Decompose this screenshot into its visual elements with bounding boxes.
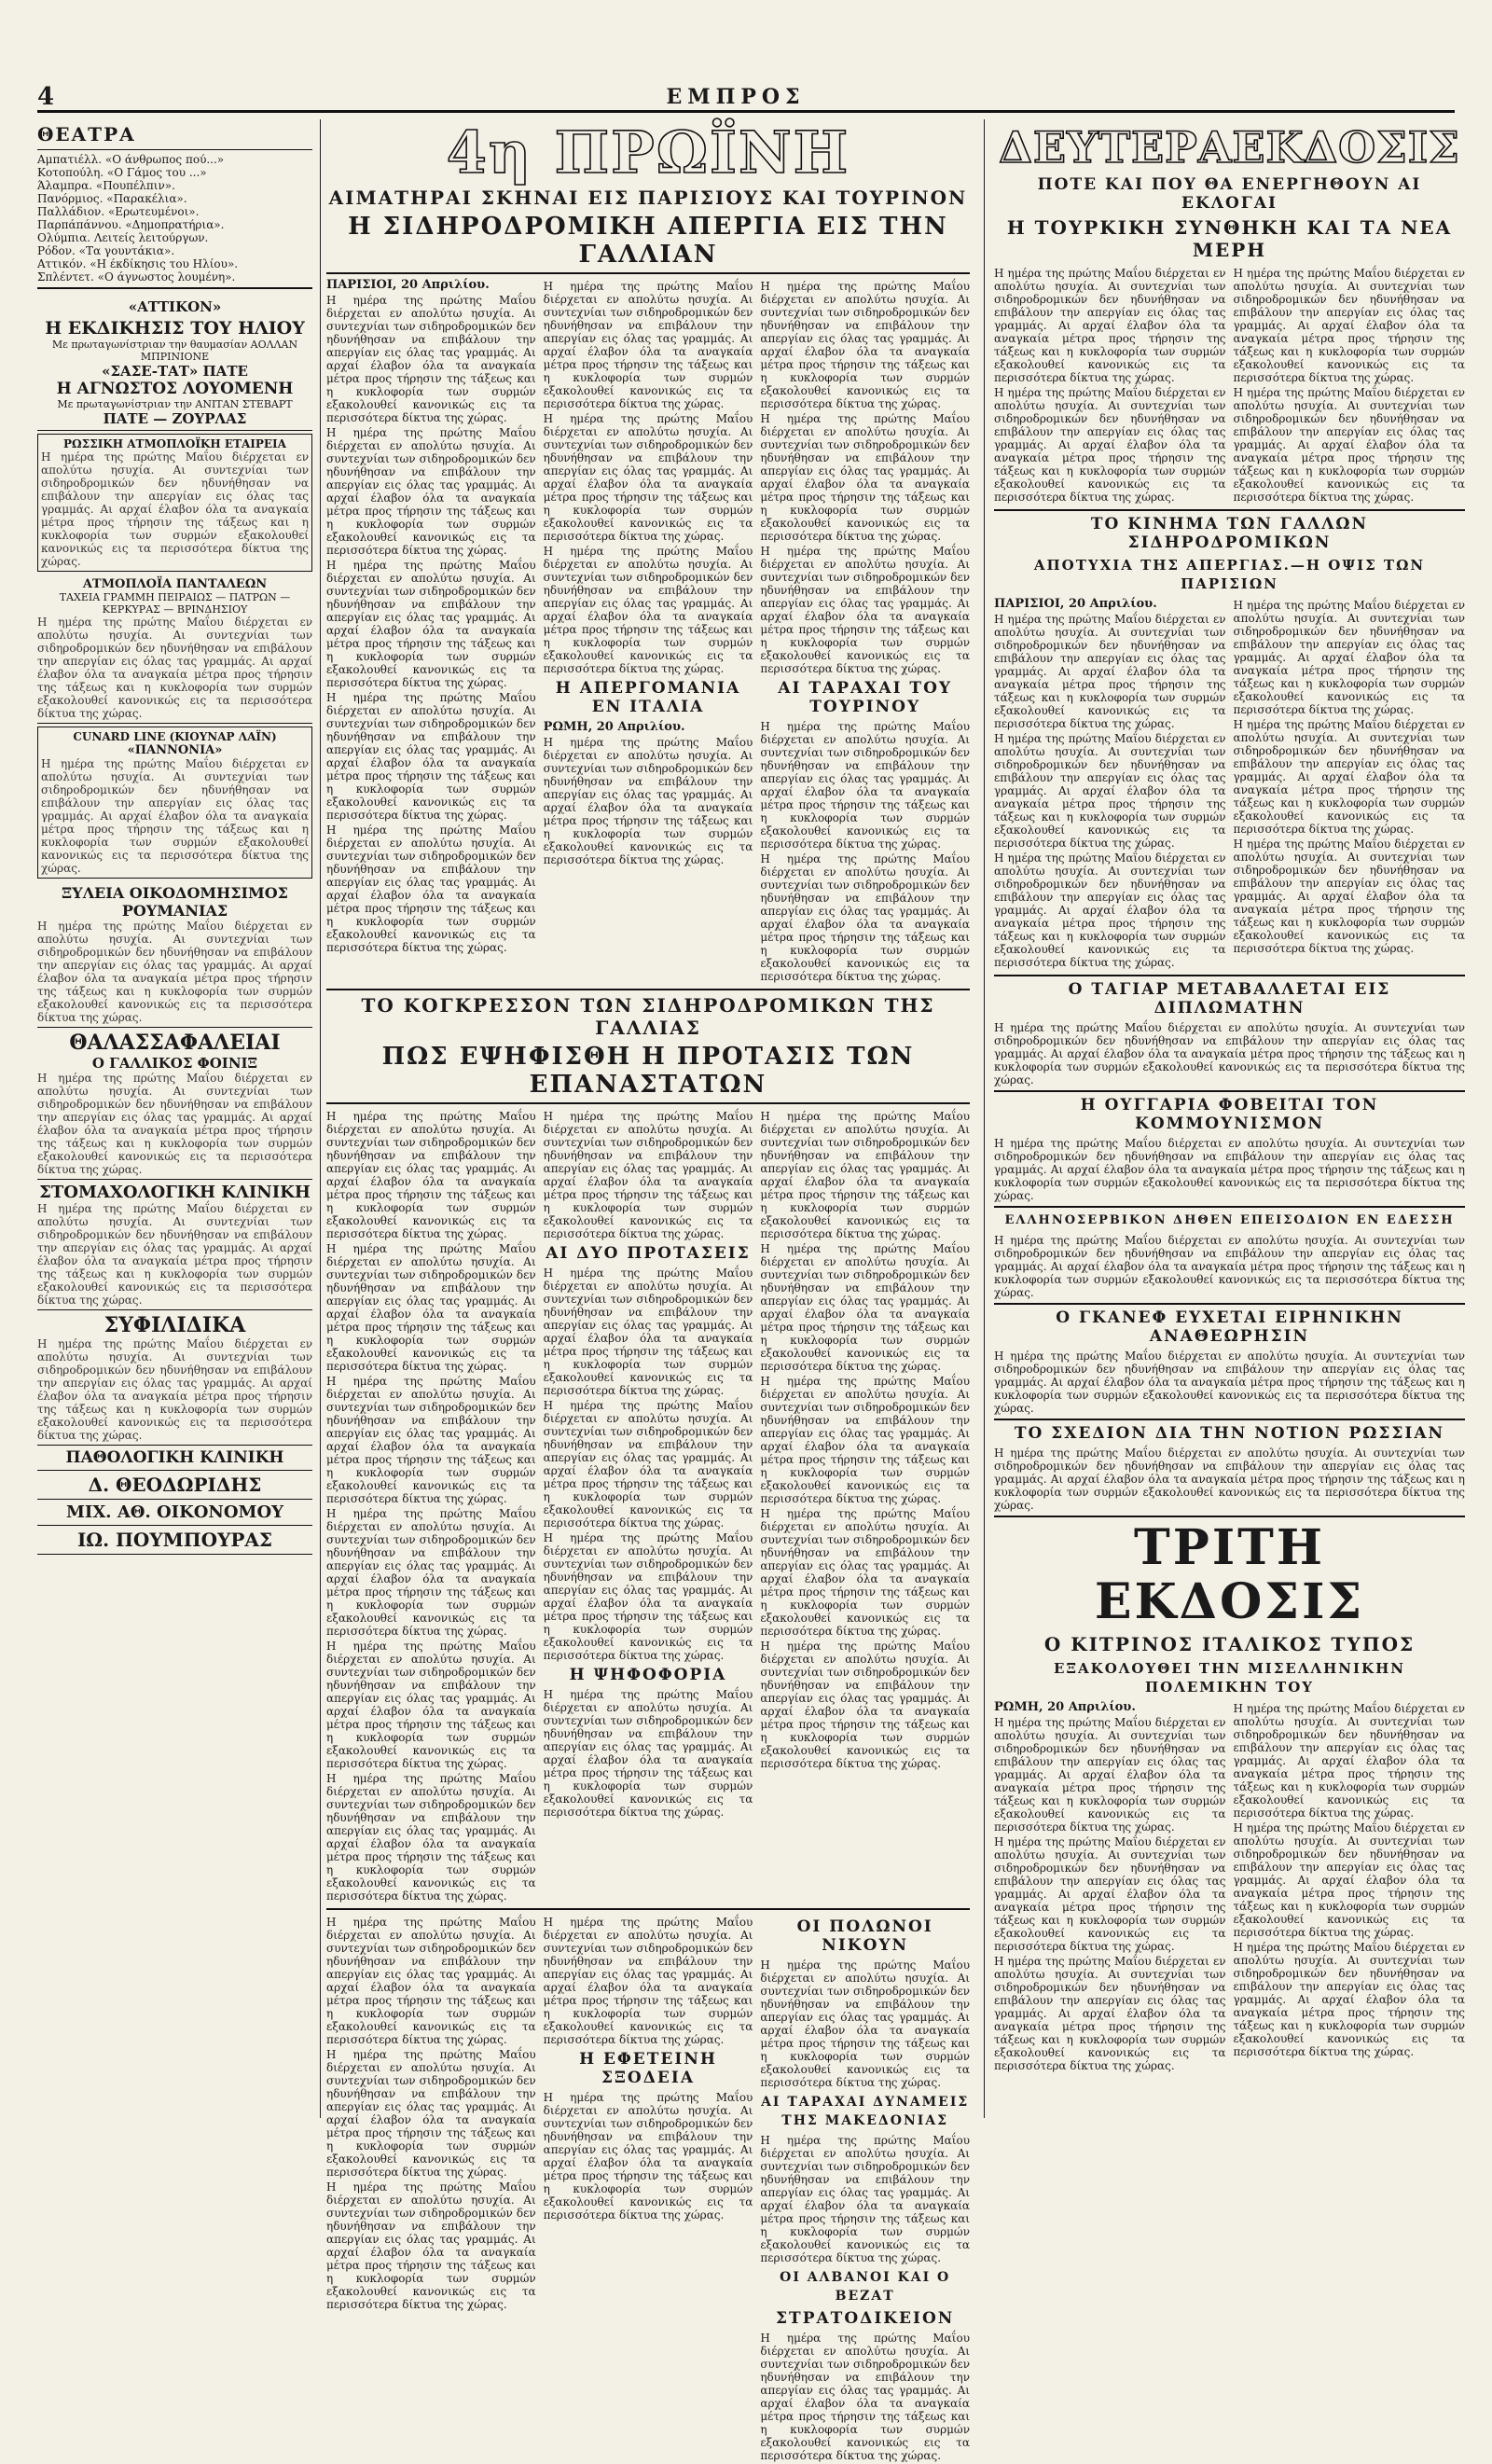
- theatre-line: Ολύμπια. Λειτείς λειτούργων.: [37, 231, 209, 244]
- article-paragraph: Η ημέρα της πρώτης Μαΐου διέρχεται εν απολύτω ησυχία. Αι συντεχνίαι των σιδηροδρομικών δεν ηδυνήθησαν να επιβάλουν την απεργίαν εις όλας τας γραμμάς. Αι αρχαί έλαβον όλα τα αναγκαία μέτρα προς τήρησιν της τάξεως και η κυκλοφορία των συρμών εξακολουθεί κανονικώς εις τα περισσότερα δίκτυα της χώρας.: [326, 1110, 536, 1240]
- article-paragraph: Η ημέρα της πρώτης Μαΐου διέρχεται εν απολύτω ησυχία. Αι συντεχνίαι των σιδηροδρομικών δεν ηδυνήθησαν να επιβάλουν την απεργίαν εις όλας τας γραμμάς. Αι αρχαί έλαβον όλα τα αναγκαία μέτρα προς τήρησιν της τάξεως και η κυκλοφορία των συρμών εξακολουθεί κανονικώς εις τα περισσότερα δίκτυα της χώρας.: [760, 852, 971, 983]
- article-paragraph: Η ημέρα της πρώτης Μαΐου διέρχεται εν απολύτω ησυχία. Αι συντεχνίαι των σιδηροδρομικών δεν ηδυνήθησαν να επιβάλουν την απεργίαν εις όλας τας γραμμάς. Αι αρχαί έλαβον όλα τα αναγκαία μέτρα προς τήρησιν της τάξεως και η κυκλοφορία των συρμών εξακολουθεί κανονικώς εις τα περισσότερα δίκτυα της χώρας.: [760, 2332, 971, 2462]
- ad-cunard-text: Η ημέρα της πρώτης Μαΐου διέρχεται εν απολύτω ησυχία. Αι συντεχνίαι των σιδηροδρομικών δεν ηδυνήθησαν να επιβάλουν την απεργίαν εις όλας τας γραμμάς. Αι αρχαί έλαβον όλα τα αναγκαία μέτρα προς τήρησιν της τάξεως και η κυκλοφορία των συρμών εξακολουθεί κανονικώς εις τα περισσότερα δίκτυα της χώρας.: [41, 757, 309, 875]
- ad-helios: Η ΕΚΔΙΚΗΣΙΣ ΤΟΥ ΗΛΙΟΥ: [45, 318, 305, 339]
- article-paragraph: Η ημέρα της πρώτης Μαΐου διέρχεται εν απολύτω ησυχία. Αι συντεχνίαι των σιδηροδρομικών δεν ηδυνήθησαν να επιβάλουν την απεργίαν εις όλας τας γραμμάς. Αι αρχαί έλαβον όλα τα αναγκαία μέτρα προς τήρησιν της τάξεως και η κυκλοφορία των συρμών εξακολουθεί κανονικώς εις τα περισσότερα δίκτυα της χώρας.: [994, 1137, 1465, 1202]
- ad-pannonia: «ΠΑΝΝΟΝΙΑ»: [127, 743, 223, 757]
- ad-insurance-text: Η ημέρα της πρώτης Μαΐου διέρχεται εν απολύτω ησυχία. Αι συντεχνίαι των σιδηροδρομικών δεν ηδυνήθησαν να επιβάλουν την απεργίαν εις όλας τας γραμμάς. Αι αρχαί έλαβον όλα τα αναγκαία μέτρα προς τήρησιν της τάξεως και η κυκλοφορία των συρμών εξακολουθεί κανονικώς εις τα περισσότερα δίκτυα της χώρας.: [37, 1072, 312, 1176]
- article-paragraph: Η ημέρα της πρώτης Μαΐου διέρχεται εν απολύτω ησυχία. Αι συντεχνίαι των σιδηροδρομικών δεν ηδυνήθησαν να επιβάλουν την απεργίαν εις όλας τας γραμμάς. Αι αρχαί έλαβον όλα τα αναγκαία μέτρα προς τήρησιν της τάξεως και η κυκλοφορία των συρμών εξακολουθεί κανονικώς εις τα περισσότερα δίκτυα της χώρας.: [760, 2134, 971, 2264]
- dateline-rome: ΡΩΜΗ, 20 Απριλίου.: [543, 720, 685, 734]
- headline-vote: ΠΩΣ ΕΨΗΦΙΣΘΗ Η ΠΡΟΤΑΣΙΣ ΤΩΝ ΕΠΑΝΑΣΤΑΤΩΝ: [381, 1043, 915, 1099]
- article-paragraph: Η ημέρα της πρώτης Μαΐου διέρχεται εν απολύτω ησυχία. Αι συντεχνίαι των σιδηροδρομικών δεν ηδυνήθησαν να επιβάλουν την απεργίαν εις όλας τας γραμμάς. Αι αρχαί έλαβον όλα τα αναγκαία μέτρα προς τήρησιν της τάξεως και η κυκλοφορία των συρμών εξακολουθεί κανονικώς εις τα περισσότερα δίκτυα της χώρας.: [543, 1688, 753, 1819]
- article-paragraph: Η ημέρα της πρώτης Μαΐου διέρχεται εν απολύτω ησυχία. Αι συντεχνίαι των σιδηροδρομικών δεν ηδυνήθησαν να επιβάλουν την απεργίαν εις όλας τας γραμμάς. Αι αρχαί έλαβον όλα τα αναγκαία μέτρα προς τήρησιν της τάξεως και η κυκλοφορία των συρμών εξακολουθεί κανονικώς εις τα περισσότερα δίκτυα της χώρας.: [994, 732, 1226, 850]
- article-paragraph: Η ημέρα της πρώτης Μαΐου διέρχεται εν απολύτω ησυχία. Αι συντεχνίαι των σιδηροδρομικών δεν ηδυνήθησαν να επιβάλουν την απεργίαν εις όλας τας γραμμάς. Αι αρχαί έλαβον όλα τα αναγκαία μέτρα προς τήρησιν της τάξεως και η κυκλοφορία των συρμών εξακολουθεί κανονικώς εις τα περισσότερα δίκτυα της χώρας.: [326, 559, 536, 689]
- headline-elections: ΠΟΤΕ ΚΑΙ ΠΟΥ ΘΑ ΕΝΕΡΓΗΘΟΥΝ ΑΙ ΕΚΛΟΓΑΙ: [1037, 175, 1422, 213]
- theatre-heading: ΘΕΑΤΡΑ: [37, 123, 136, 145]
- article-strike: [326, 278, 970, 985]
- article-paragraph: Η ημέρα της πρώτης Μαΐου διέρχεται εν απολύτω ησυχία. Αι συντεχνίαι των σιδηροδρομικών δεν ηδυνήθησαν να επιβάλουν την απεργίαν εις όλας τας γραμμάς. Αι αρχαί έλαβον όλα τα αναγκαία μέτρα προς τήρησιν της τάξεως και η κυκλοφορία των συρμών εξακολουθεί κανονικώς εις τα περισσότερα δίκτυα της χώρας.: [543, 1399, 753, 1530]
- ad-oikonomou: ΜΙΧ. ΑΘ. ΟΙΚΟΝΟΜΟΥ: [65, 1502, 284, 1522]
- article-paragraph: Η ημέρα της πρώτης Μαΐου διέρχεται εν απολύτω ησυχία. Αι συντεχνίαι των σιδηροδρομικών δεν ηδυνήθησαν να επιβάλουν την απεργίαν εις όλας τας γραμμάς. Αι αρχαί έλαβον όλα τα αναγκαία μέτρα προς τήρησιν της τάξεως και η κυκλοφορία των συρμών εξακολουθεί κανονικώς εις τα περισσότερα δίκτυα της χώρας.: [326, 1640, 536, 1770]
- headline-italian-press: Ο ΚΙΤΡΙΝΟΣ ΙΤΑΛΙΚΟΣ ΤΥΠΟΣ: [1043, 1633, 1416, 1655]
- article-paragraph: Η ημέρα της πρώτης Μαΐου διέρχεται εν απολύτω ησυχία. Αι συντεχνίαι των σιδηροδρομικών δεν ηδυνήθησαν να επιβάλουν την απεργίαν εις όλας τας γραμμάς. Αι αρχαί έλαβον όλα τα αναγκαία μέτρα προς τήρησιν της τάξεως και η κυκλοφορία των συρμών εξακολουθεί κανονικώς εις τα περισσότερα δίκτυα της χώρας.: [326, 426, 536, 557]
- article-paragraph: Η ημέρα της πρώτης Μαΐου διέρχεται εν απολύτω ησυχία. Αι συντεχνίαι των σιδηροδρομικών δεν ηδυνήθησαν να επιβάλουν την απεργίαν εις όλας τας γραμμάς. Αι αρχαί έλαβον όλα τα αναγκαία μέτρα προς τήρησιν της τάξεως και η κυκλοφορία των συρμών εξακολουθεί κανονικώς εις τα περισσότερα δίκτυα της χώρας.: [1233, 386, 1465, 504]
- theatre-line: Αμπατιέλλ. «Ο άνθρωπος πού...»: [37, 153, 225, 166]
- article-paragraph: Η ημέρα της πρώτης Μαΐου διέρχεται εν απολύτω ησυχία. Αι συντεχνίαι των σιδηροδρομικών δεν ηδυνήθησαν να επιβάλουν την απεργίαν εις όλας τας γραμμάς. Αι αρχαί έλαβον όλα τα αναγκαία μέτρα προς τήρησιν της τάξεως και η κυκλοφορία των συρμών εξακολουθεί κανονικώς εις τα περισσότερα δίκτυα της χώρας.: [760, 1640, 971, 1770]
- theatre-line: Σπλέντετ. «Ο άγνωστος λουμένη».: [37, 270, 236, 284]
- theatre-line: Κοτοπούλη. «Ο Γάμος του ...»: [37, 166, 207, 179]
- headline-strike: Η ΣΙΔΗΡΟΔΡΟΜΙΚΗ ΑΠΕΡΓΙΑ ΕΙΣ ΤΗΝ ΓΑΛΛΙΑΝ: [348, 213, 948, 269]
- ad-syphilis-text: Η ημέρα της πρώτης Μαΐου διέρχεται εν απολύτω ησυχία. Αι συντεχνίαι των σιδηροδρομικών δεν ηδυνήθησαν να επιβάλουν την απεργίαν εις όλας τας γραμμάς. Αι αρχαί έλαβον όλα τα αναγκαία μέτρα προς τήρησιν της τάξεως και η κυκλοφορία των συρμών εξακολουθεί κανονικώς εις τα περισσότερα δίκτυα της χώρας.: [37, 1337, 312, 1442]
- headline-riots: ΑΙΜΑΤΗΡΑΙ ΣΚΗΝΑΙ ΕΙΣ ΠΑΡΙΣΙΟΥΣ ΚΑΙ ΤΟΥΡΙΝΟΝ: [328, 187, 968, 209]
- ad-agnostos-sub: Με πρωταγωνίστριαν την ΑΝΙΤΑΝ ΣΤΕΒΑΡΤ: [57, 398, 293, 410]
- theatre-line: Παρπάπάννου. «Δημοπρατήρια».: [37, 218, 225, 231]
- article-paragraph: Η ημέρα της πρώτης Μαΐου διέρχεται εν απολύτω ησυχία. Αι συντεχνίαι των σιδηροδρομικών δεν ηδυνήθησαν να επιβάλουν την απεργίαν εις όλας τας γραμμάς. Αι αρχαί έλαβον όλα τα αναγκαία μέτρα προς τήρησιν της τάξεως και η κυκλοφορία των συρμών εξακολουθεί κανονικώς εις τα περισσότερα δίκτυα της χώρας.: [994, 1835, 1226, 1953]
- article-paragraph: Η ημέρα της πρώτης Μαΐου διέρχεται εν απολύτω ησυχία. Αι συντεχνίαι των σιδηροδρομικών δεν ηδυνήθησαν να επιβάλουν την απεργίαν εις όλας τας γραμμάς. Αι αρχαί έλαβον όλα τα αναγκαία μέτρα προς τήρησιν της τάξεως και η κυκλοφορία των συρμών εξακολουθεί κανονικώς εις τα περισσότερα δίκτυα της χώρας.: [326, 691, 536, 822]
- article-paragraph: Η ημέρα της πρώτης Μαΐου διέρχεται εν απολύτω ησυχία. Αι συντεχνίαι των σιδηροδρομικών δεν ηδυνήθησαν να επιβάλουν την απεργίαν εις όλας τας γραμμάς. Αι αρχαί έλαβον όλα τα αναγκαία μέτρα προς τήρησιν της τάξεως και η κυκλοφορία των συρμών εξακολουθεί κανονικώς εις τα περισσότερα δίκτυα της χώρας.: [543, 412, 753, 543]
- ad-insurance: ΘΑΛΑΣΣΑΦΑΛΕΙΑΙ: [69, 1031, 281, 1055]
- article-paragraph: Η ημέρα της πρώτης Μαΐου διέρχεται εν απολύτω ησυχία. Αι συντεχνίαι των σιδηροδρομικών δεν ηδυνήθησαν να επιβάλουν την απεργίαν εις όλας τας γραμμάς. Αι αρχαί έλαβον όλα τα αναγκαία μέτρα προς τήρησιν της τάξεως και η κυκλοφορία των συρμών εξακολουθεί κανονικώς εις τα περισσότερα δίκτυα της χώρας.: [326, 824, 536, 954]
- article-paragraph: Η ημέρα της πρώτης Μαΐου διέρχεται εν απολύτω ησυχία. Αι συντεχνίαι των σιδηροδρομικών δεν ηδυνήθησαν να επιβάλουν την απεργίαν εις όλας τας γραμμάς. Αι αρχαί έλαβον όλα τα αναγκαία μέτρα προς τήρησιν της τάξεως και η κυκλοφορία των συρμών εξακολουθεί κανονικώς εις τα περισσότερα δίκτυα της χώρας.: [760, 412, 971, 543]
- ad-zourlas: ΠΑΤΕ — ΖΟΥΡΛΑΣ: [103, 410, 247, 427]
- ad-agnostos: Η ΑΓΝΩΣΤΟΣ ΛΟΥΟΜΕΝΗ: [56, 380, 294, 398]
- theatre-line: Ρόδον. «Τα γουντάκια».: [37, 244, 175, 257]
- article-paragraph: Η ημέρα της πρώτης Μαΐου διέρχεται εν απολύτω ησυχία. Αι συντεχνίαι των σιδηροδρομικών δεν ηδυνήθησαν να επιβάλουν την απεργίαν εις όλας τας γραμμάς. Αι αρχαί έλαβον όλα τα αναγκαία μέτρα προς τήρησιν της τάξεως και η κυκλοφορία των συρμών εξακολουθεί κανονικώς εις τα περισσότερα δίκτυα της χώρας.: [1233, 837, 1465, 955]
- article-paragraph: Η ημέρα της πρώτης Μαΐου διέρχεται εν απολύτω ησυχία. Αι συντεχνίαι των σιδηροδρομικών δεν ηδυνήθησαν να επιβάλουν την απεργίαν εις όλας τας γραμμάς. Αι αρχαί έλαβον όλα τα αναγκαία μέτρα προς τήρησιν της τάξεως και η κυκλοφορία των συρμών εξακολουθεί κανονικώς εις τα περισσότερα δίκτυα της χώρας.: [326, 1507, 536, 1638]
- ad-phoenix: Ο ΓΑΛΛΙΚΟΣ ΦΟΙΝΙΞ: [91, 1055, 258, 1072]
- theatre-line: Άλαμπρα. «Πουπέλπιν».: [37, 179, 175, 192]
- dateline-paris: ΠΑΡΙΣΙΟΙ, 20 Απριλίου.: [326, 278, 490, 292]
- ad-stomach: ΣΤΟΜΑΧΟΛΟΓΙΚΗ ΚΛΙΝΙΚΗ: [39, 1183, 311, 1202]
- edition-title: 4η ΠΡΩΪΝΗ: [446, 118, 850, 187]
- third-edition-title: ΤΡΙΤΗ ΕΚΔΟΣΙΣ: [1094, 1519, 1365, 1630]
- article-paragraph: Η ημέρα της πρώτης Μαΐου διέρχεται εν απολύτω ησυχία. Αι συντεχνίαι των σιδηροδρομικών δεν ηδυνήθησαν να επιβάλουν την απεργίαν εις όλας τας γραμμάς. Αι αρχαί έλαβον όλα τα αναγκαία μέτρα προς τήρησιν της τάξεως και η κυκλοφορία των συρμών εξακολουθεί κανονικώς εις τα περισσότερα δίκτυα της χώρας.: [543, 1110, 753, 1240]
- article-paragraph: Η ημέρα της πρώτης Μαΐου διέρχεται εν απολύτω ησυχία. Αι συντεχνίαι των σιδηροδρομικών δεν ηδυνήθησαν να επιβάλουν την απεργίαν εις όλας τας γραμμάς. Αι αρχαί έλαβον όλα τα αναγκαία μέτρα προς τήρησιν της τάξεως και η κυκλοφορία των συρμών εξακολουθεί κανονικώς εις τα περισσότερα δίκτυα της χώρας.: [543, 1267, 753, 1397]
- subhead-italy: Η ΑΠΕΡΓΟΜΑΝΙΑ ΕΝ ΙΤΑΛΙΑ: [555, 679, 741, 716]
- article-paragraph: Η ημέρα της πρώτης Μαΐου διέρχεται εν απολύτω ησυχία. Αι συντεχνίαι των σιδηροδρομικών δεν ηδυνήθησαν να επιβάλουν την απεργίαν εις όλας τας γραμμάς. Αι αρχαί έλαβον όλα τα αναγκαία μέτρα προς τήρησιν της τάξεως και η κυκλοφορία των συρμών εξακολουθεί κανονικώς εις τα περισσότερα δίκτυα της χώρας.: [543, 2091, 753, 2222]
- subhead-ephetia: Η ΕΦΕΤΕΙΝΗ ΣΞΟΔΕΙΑ: [579, 2050, 717, 2087]
- headline-hungary: Η ΟΥΓΓΑΡΙΑ ΦΟΒΕΙΤΑΙ ΤΟΝ ΚΟΜΜΟΥΝΙΣΜΟΝ: [1080, 1096, 1379, 1133]
- article-misc: [326, 1914, 970, 2464]
- subhead-macedonia: ΑΙ ΤΑΡΑΧΑΙ ΔΥΝΑΜΕΙΣ ΤΗΣ ΜΑΚΕΔΟΝΙΑΣ: [761, 2095, 970, 2128]
- article-paragraph: Η ημέρα της πρώτης Μαΐου διέρχεται εν απολύτω ησυχία. Αι συντεχνίαι των σιδηροδρομικών δεν ηδυνήθησαν να επιβάλουν την απεργίαν εις όλας τας γραμμάς. Αι αρχαί έλαβον όλα τα αναγκαία μέτρα προς τήρησιν της τάξεως και η κυκλοφορία των συρμών εξακολουθεί κανονικώς εις τα περισσότερα δίκτυα της χώρας.: [994, 1234, 1465, 1299]
- article-paragraph: Η ημέρα της πρώτης Μαΐου διέρχεται εν απολύτω ησυχία. Αι συντεχνίαι των σιδηροδρομικών δεν ηδυνήθησαν να επιβάλουν την απεργίαν εις όλας τας γραμμάς. Αι αρχαί έλαβον όλα τα αναγκαία μέτρα προς τήρησιν της τάξεως και η κυκλοφορία των συρμών εξακολουθεί κανονικώς εις τα περισσότερα δίκτυα της χώρας.: [760, 1242, 971, 1373]
- theatre-line: Πανόρμιος. «Παρακέλια».: [37, 192, 187, 205]
- article-paragraph: Η ημέρα της πρώτης Μαΐου διέρχεται εν απολύτω ησυχία. Αι συντεχνίαι των σιδηροδρομικών δεν ηδυνήθησαν να επιβάλουν την απεργίαν εις όλας τας γραμμάς. Αι αρχαί έλαβον όλα τα αναγκαία μέτρα προς τήρησιν της τάξεως και η κυκλοφορία των συρμών εξακολουθεί κανονικώς εις τα περισσότερα δίκτυα της χώρας.: [543, 736, 753, 866]
- headline-edessa: ΕΛΛΗΝΟΣΕΡΒΙΚΟΝ ΔΗΘΕΝ ΕΠΕΙΣΟΔΙΟΝ ΕΝ ΕΔΕΣΣΗ: [1004, 1213, 1455, 1227]
- ad-poumpouras: ΙΩ. ΠΟΥΜΠΟΥΡΑΣ: [76, 1529, 273, 1551]
- headline-anti-greek: ΕΞΑΚΟΛΟΥΘΕΙ ΤΗΝ ΜΙΣΕΛΛΗΝΙΚΗΝ ΠΟΛΕΜΙΚΗΝ ΤΟΥ: [1054, 1660, 1405, 1696]
- ad-russian-text: Η ημέρα της πρώτης Μαΐου διέρχεται εν απολύτω ησυχία. Αι συντεχνίαι των σιδηροδρομικών δεν ηδυνήθησαν να επιβάλουν την απεργίαν εις όλας τας γραμμάς. Αι αρχαί έλαβον όλα τα αναγκαία μέτρα προς τήρησιν της τάξεως και η κυκλοφορία των συρμών εξακολουθεί κανονικώς εις τα περισσότερα δίκτυα της χώρας.: [41, 450, 309, 568]
- page-number: 4: [37, 83, 55, 111]
- headline-congress: ΤΟ ΚΟΓΚΡΕΣΣΟΝ ΤΩΝ ΣΙΔΗΡΟΔΡΟΜΙΚΩΝ ΤΗΣ ΓΑΛΛΙΑΣ: [361, 994, 935, 1039]
- headline-turkish: Η ΤΟΥΡΚΙΚΗ ΣΥΝΘΗΚΗ ΚΑΙ ΤΑ ΝΕΑ ΜΕΡΗ: [1006, 216, 1453, 261]
- theatre-line: Αττικόν. «Η έκδίκησις του Ηλίου».: [37, 257, 239, 270]
- headline-strike-failure: ΑΠΟΤΥΧΙΑ ΤΗΣ ΑΠΕΡΓΙΑΣ.—Η ΟΨΙΣ ΤΩΝ ΠΑΡΙΣΙΩΝ: [1033, 557, 1426, 592]
- masthead: [37, 84, 1455, 113]
- article-paragraph: Η ημέρα της πρώτης Μαΐου διέρχεται εν απολύτω ησυχία. Αι συντεχνίαι των σιδηροδρομικών δεν ηδυνήθησαν να επιβάλουν την απεργίαν εις όλας τας γραμμάς. Αι αρχαί έλαβον όλα τα αναγκαία μέτρα προς τήρησιν της τάξεως και η κυκλοφορία των συρμών εξακολουθεί κανονικώς εις τα περισσότερα δίκτυα της χώρας.: [760, 1375, 971, 1505]
- ad-pantaleon: ΑΤΜΟΠΛΟΪΑ ΠΑΝΤΑΛΕΩΝ: [82, 577, 268, 591]
- ad-russian: ΡΩΣΣΙΚΗ ΑΤΜΟΠΛΟΪΚΗ ΕΤΑΙΡΕΙΑ: [63, 437, 286, 450]
- subhead-turin: ΑΙ ΤΑΡΑΧΑΙ ΤΟΥ ΤΟΥΡΙΝΟΥ: [778, 679, 953, 716]
- article-paragraph: Η ημέρα της πρώτης Μαΐου διέρχεται εν απολύτω ησυχία. Αι συντεχνίαι των σιδηροδρομικών δεν ηδυνήθησαν να επιβάλουν την απεργίαν εις όλας τας γραμμάς. Αι αρχαί έλαβον όλα τα αναγκαία μέτρα προς τήρησιν της τάξεως και η κυκλοφορία των συρμών εξακολουθεί κανονικώς εις τα περισσότερα δίκτυα της χώρας.: [760, 280, 971, 410]
- article-paragraph: Η ημέρα της πρώτης Μαΐου διέρχεται εν απολύτω ησυχία. Αι συντεχνίαι των σιδηροδρομικών δεν ηδυνήθησαν να επιβάλουν την απεργίαν εις όλας τας γραμμάς. Αι αρχαί έλαβον όλα τα αναγκαία μέτρα προς τήρησιν της τάξεως και η κυκλοφορία των συρμών εξακολουθεί κανονικώς εις τα περισσότερα δίκτυα της χώρας.: [326, 294, 536, 424]
- theatre-line: Παλλάδιον. «Ερωτευμένοι».: [37, 205, 200, 218]
- subhead-polonia: ΟΙ ΠΟΛΩΝΟΙ ΝΙΚΟΥΝ: [796, 1917, 933, 1955]
- article-paragraph: Η ημέρα της πρώτης Μαΐου διέρχεται εν απολύτω ησυχία. Αι συντεχνίαι των σιδηροδρομικών δεν ηδυνήθησαν να επιβάλουν την απεργίαν εις όλας τας γραμμάς. Αι αρχαί έλαβον όλα τα αναγκαία μέτρα προς τήρησιν της τάξεως και η κυκλοφορία των συρμών εξακολουθεί κανονικώς εις τα περισσότερα δίκτυα της χώρας.: [1233, 1821, 1465, 1939]
- article-paragraph: Η ημέρα της πρώτης Μαΐου διέρχεται εν απολύτω ησυχία. Αι συντεχνίαι των σιδηροδρομικών δεν ηδυνήθησαν να επιβάλουν την απεργίαν εις όλας τας γραμμάς. Αι αρχαί έλαβον όλα τα αναγκαία μέτρα προς τήρησιν της τάξεως και η κυκλοφορία των συρμών εξακολουθεί κανονικώς εις τα περισσότερα δίκτυα της χώρας.: [543, 280, 753, 410]
- subhead-vote: Η ΨΗΦΟΦΟΡΙΑ: [569, 1666, 727, 1684]
- ad-theodor: Δ. ΘΕΟΔΩΡΙΔΗΣ: [88, 1474, 262, 1496]
- article-paragraph: Η ημέρα της πρώτης Μαΐου διέρχεται εν απολύτω ησυχία. Αι συντεχνίαι των σιδηροδρομικών δεν ηδυνήθησαν να επιβάλουν την απεργίαν εις όλας τας γραμμάς. Αι αρχαί έλαβον όλα τα αναγκαία μέτρα προς τήρησιν της τάξεως και η κυκλοφορία των συρμών εξακολουθεί κανονικώς εις τα περισσότερα δίκτυα της χώρας.: [1233, 718, 1465, 836]
- article-paragraph: Η ημέρα της πρώτης Μαΐου διέρχεται εν απολύτω ησυχία. Αι συντεχνίαι των σιδηροδρομικών δεν ηδυνήθησαν να επιβάλουν την απεργίαν εις όλας τας γραμμάς. Αι αρχαί έλαβον όλα τα αναγκαία μέτρα προς τήρησιν της τάξεως και η κυκλοφορία των συρμών εξακολουθεί κανονικώς εις τα περισσότερα δίκτυα της χώρας.: [543, 545, 753, 675]
- article-paragraph: Η ημέρα της πρώτης Μαΐου διέρχεται εν απολύτω ησυχία. Αι συντεχνίαι των σιδηροδρομικών δεν ηδυνήθησαν να επιβάλουν την απεργίαν εις όλας τας γραμμάς. Αι αρχαί έλαβον όλα τα αναγκαία μέτρα προς τήρησιν της τάξεως και η κυκλοφορία των συρμών εξακολουθεί κανονικώς εις τα περισσότερα δίκτυα της χώρας.: [994, 1447, 1465, 1512]
- dateline-paris-right: ΠΑΡΙΣΙΟΙ, 20 Απριλίου.: [994, 597, 1157, 611]
- ad-pantaleon-sub: ΤΑΧΕΙΑ ΓΡΑΜΜΗ ΠΕΙΡΑΙΩΣ — ΠΑΤΡΩΝ — ΚΕΡΚΥΡΑΣ — ΒΡΙΝΔΗΣΙΟΥ: [59, 591, 291, 616]
- paper-title: ΕΜΠΡΟΣ: [666, 85, 806, 109]
- article-paragraph: Η ημέρα της πρώτης Μαΐου διέρχεται εν απολύτω ησυχία. Αι συντεχνίαι των σιδηροδρομικών δεν ηδυνήθησαν να επιβάλουν την απεργίαν εις όλας τας γραμμάς. Αι αρχαί έλαβον όλα τα αναγκαία μέτρα προς τήρησιν της τάξεως και η κυκλοφορία των συρμών εξακολουθεί κανονικώς εις τα περισσότερα δίκτυα της χώρας.: [994, 1716, 1226, 1834]
- article-congress: [326, 1108, 970, 1904]
- article-paragraph: Η ημέρα της πρώτης Μαΐου διέρχεται εν απολύτω ησυχία. Αι συντεχνίαι των σιδηροδρομικών δεν ηδυνήθησαν να επιβάλουν την απεργίαν εις όλας τας γραμμάς. Αι αρχαί έλαβον όλα τα αναγκαία μέτρα προς τήρησιν της τάξεως και η κυκλοφορία των συρμών εξακολουθεί κανονικώς εις τα περισσότερα δίκτυα της χώρας.: [326, 1916, 536, 2046]
- ad-cunard: CUNARD LINE (ΚΙΟΥΝΑΡ ΛΑΪΝ): [73, 730, 277, 743]
- article-paragraph: Η ημέρα της πρώτης Μαΐου διέρχεται εν απολύτω ησυχία. Αι συντεχνίαι των σιδηροδρομικών δεν ηδυνήθησαν να επιβάλουν την απεργίαν εις όλας τας γραμμάς. Αι αρχαί έλαβον όλα τα αναγκαία μέτρα προς τήρησιν της τάξεως και η κυκλοφορία των συρμών εξακολουθεί κανονικώς εις τα περισσότερα δίκτυα της χώρας.: [994, 1021, 1465, 1087]
- article-paragraph: Η ημέρα της πρώτης Μαΐου διέρχεται εν απολύτω ησυχία. Αι συντεχνίαι των σιδηροδρομικών δεν ηδυνήθησαν να επιβάλουν την απεργίαν εις όλας τας γραμμάς. Αι αρχαί έλαβον όλα τα αναγκαία μέτρα προς τήρησιν της τάξεως και η κυκλοφορία των συρμών εξακολουθεί κανονικώς εις τα περισσότερα δίκτυα της χώρας.: [543, 1916, 753, 2046]
- ad-romania-text: Η ημέρα της πρώτης Μαΐου διέρχεται εν απολύτω ησυχία. Αι συντεχνίαι των σιδηροδρομικών δεν ηδυνήθησαν να επιβάλουν την απεργίαν εις όλας τας γραμμάς. Αι αρχαί έλαβον όλα τα αναγκαία μέτρα προς τήρησιν της τάξεως και η κυκλοφορία των συρμών εξακολουθεί κανονικώς εις τα περισσότερα δίκτυα της χώρας.: [37, 920, 312, 1024]
- article-paragraph: Η ημέρα της πρώτης Μαΐου διέρχεται εν απολύτω ησυχία. Αι συντεχνίαι των σιδηροδρομικών δεν ηδυνήθησαν να επιβάλουν την απεργίαν εις όλας τας γραμμάς. Αι αρχαί έλαβον όλα τα αναγκαία μέτρα προς τήρησιν της τάξεως και η κυκλοφορία των συρμών εξακολουθεί κανονικώς εις τα περισσότερα δίκτυα της χώρας.: [1233, 599, 1465, 716]
- subhead-albanoi: ΟΙ ΑΛΒΑΝΟΙ ΚΑΙ Ο ΒΕΖΑΤ: [780, 2270, 951, 2304]
- article-paragraph: Η ημέρα της πρώτης Μαΐου διέρχεται εν απολύτω ησυχία. Αι συντεχνίαι των σιδηροδρομικών δεν ηδυνήθησαν να επιβάλουν την απεργίαν εις όλας τας γραμμάς. Αι αρχαί έλαβον όλα τα αναγκαία μέτρα προς τήρησιν της τάξεως και η κυκλοφορία των συρμών εξακολουθεί κανονικώς εις τα περισσότερα δίκτυα της χώρας.: [326, 1242, 536, 1373]
- ad-syphilis: ΣΥΦΙΛΙΔΙΚΑ: [104, 1313, 246, 1337]
- article-paragraph: Η ημέρα της πρώτης Μαΐου διέρχεται εν απολύτω ησυχία. Αι συντεχνίαι των σιδηροδρομικών δεν ηδυνήθησαν να επιβάλουν την απεργίαν εις όλας τας γραμμάς. Αι αρχαί έλαβον όλα τα αναγκαία μέτρα προς τήρησιν της τάξεως και η κυκλοφορία των συρμών εξακολουθεί κανονικώς εις τα περισσότερα δίκτυα της χώρας.: [326, 2048, 536, 2179]
- article-paragraph: Η ημέρα της πρώτης Μαΐου διέρχεται εν απολύτω ησυχία. Αι συντεχνίαι των σιδηροδρομικών δεν ηδυνήθησαν να επιβάλουν την απεργίαν εις όλας τας γραμμάς. Αι αρχαί έλαβον όλα τα αναγκαία μέτρα προς τήρησιν της τάξεως και η κυκλοφορία των συρμών εξακολουθεί κανονικώς εις τα περισσότερα δίκτυα της χώρας.: [1233, 1941, 1465, 2058]
- subhead-proposals: ΑΙ ΔΥΟ ΠΡΟΤΑΣΕΙΣ: [546, 1244, 751, 1263]
- right-column: [984, 119, 1465, 2118]
- ad-pantaleon-text: Η ημέρα της πρώτης Μαΐου διέρχεται εν απολύτω ησυχία. Αι συντεχνίαι των σιδηροδρομικών δεν ηδυνήθησαν να επιβάλουν την απεργίαν εις όλας τας γραμμάς. Αι αρχαί έλαβον όλα τα αναγκαία μέτρα προς τήρησιν της τάξεως και η κυκλοφορία των συρμών εξακολουθεί κανονικώς εις τα περισσότερα δίκτυα της χώρας.: [37, 616, 312, 720]
- article-paragraph: Η ημέρα της πρώτης Μαΐου διέρχεται εν απολύτω ησυχία. Αι συντεχνίαι των σιδηροδρομικών δεν ηδυνήθησαν να επιβάλουν την απεργίαν εις όλας τας γραμμάς. Αι αρχαί έλαβον όλα τα αναγκαία μέτρα προς τήρησιν της τάξεως και η κυκλοφορία των συρμών εξακολουθεί κανονικώς εις τα περισσότερα δίκτυα της χώρας.: [326, 1772, 536, 1903]
- article-paragraph: Η ημέρα της πρώτης Μαΐου διέρχεται εν απολύτω ησυχία. Αι συντεχνίαι των σιδηροδρομικών δεν ηδυνήθησαν να επιβάλουν την απεργίαν εις όλας τας γραμμάς. Αι αρχαί έλαβον όλα τα αναγκαία μέτρα προς τήρησιν της τάξεως και η κυκλοφορία των συρμών εξακολουθεί κανονικώς εις τα περισσότερα δίκτυα της χώρας.: [994, 1955, 1226, 2072]
- article-paragraph: Η ημέρα της πρώτης Μαΐου διέρχεται εν απολύτω ησυχία. Αι συντεχνίαι των σιδηροδρομικών δεν ηδυνήθησαν να επιβάλουν την απεργίαν εις όλας τας γραμμάς. Αι αρχαί έλαβον όλα τα αναγκαία μέτρα προς τήρησιν της τάξεως και η κυκλοφορία των συρμών εξακολουθεί κανονικώς εις τα περισσότερα δίκτυα της χώρας.: [760, 1507, 971, 1638]
- second-edition-title: ΔΕΥΤΕΡΑΕΚΔΟΣΙΣ: [999, 122, 1460, 173]
- left-column: [37, 119, 321, 2118]
- ad-attikon: «ΑΤΤΙΚΟΝ»: [128, 298, 222, 315]
- ad-pate: «ΣΑΣΕ-ΤΑΤ» ΠΑΤΕ: [102, 363, 248, 380]
- theatre-list: [37, 153, 312, 284]
- article-paragraph: Η ημέρα της πρώτης Μαΐου διέρχεται εν απολύτω ησυχία. Αι συντεχνίαι των σιδηροδρομικών δεν ηδυνήθησαν να επιβάλουν την απεργίαν εις όλας τας γραμμάς. Αι αρχαί έλαβον όλα τα αναγκαία μέτρα προς τήρησιν της τάξεως και η κυκλοφορία των συρμών εξακολουθεί κανονικώς εις τα περισσότερα δίκτυα της χώρας.: [994, 613, 1226, 730]
- center-column: [326, 118, 971, 2462]
- article-paragraph: Η ημέρα της πρώτης Μαΐου διέρχεται εν απολύτω ησυχία. Αι συντεχνίαι των σιδηροδρομικών δεν ηδυνήθησαν να επιβάλουν την απεργίαν εις όλας τας γραμμάς. Αι αρχαί έλαβον όλα τα αναγκαία μέτρα προς τήρησιν της τάξεως και η κυκλοφορία των συρμών εξακολουθεί κανονικώς εις τα περισσότερα δίκτυα της χώρας.: [760, 1110, 971, 1240]
- ad-romania: ΞΥΛΕΙΑ ΟΙΚΟΔΟΜΗΣΙΜΟΣ ΡΟΥΜΑΝΙΑΣ: [62, 884, 288, 920]
- article-paragraph: Η ημέρα της πρώτης Μαΐου διέρχεται εν απολύτω ησυχία. Αι συντεχνίαι των σιδηροδρομικών δεν ηδυνήθησαν να επιβάλουν την απεργίαν εις όλας τας γραμμάς. Αι αρχαί έλαβον όλα τα αναγκαία μέτρα προς τήρησιν της τάξεως και η κυκλοφορία των συρμών εξακολουθεί κανονικώς εις τα περισσότερα δίκτυα της χώρας.: [760, 720, 971, 851]
- article-paragraph: Η ημέρα της πρώτης Μαΐου διέρχεται εν απολύτω ησυχία. Αι συντεχνίαι των σιδηροδρομικών δεν ηδυνήθησαν να επιβάλουν την απεργίαν εις όλας τας γραμμάς. Αι αρχαί έλαβον όλα τα αναγκαία μέτρα προς τήρησιν της τάξεως και η κυκλοφορία των συρμών εξακολουθεί κανονικώς εις τα περισσότερα δίκτυα της χώρας.: [543, 1531, 753, 1662]
- article-paragraph: Η ημέρα της πρώτης Μαΐου διέρχεται εν απολύτω ησυχία. Αι συντεχνίαι των σιδηροδρομικών δεν ηδυνήθησαν να επιβάλουν την απεργίαν εις όλας τας γραμμάς. Αι αρχαί έλαβον όλα τα αναγκαία μέτρα προς τήρησιν της τάξεως και η κυκλοφορία των συρμών εξακολουθεί κανονικώς εις τα περισσότερα δίκτυα της χώρας.: [760, 1959, 971, 2089]
- ad-helios-sub: Με πρωταγωνίστριαν την θαυμασίαν ΑΟΛΛΑΝ ΜΠΡΙΝΙΟΝΕ: [51, 339, 298, 363]
- article-paragraph: Η ημέρα της πρώτης Μαΐου διέρχεται εν απολύτω ησυχία. Αι συντεχνίαι των σιδηροδρομικών δεν ηδυνήθησαν να επιβάλουν την απεργίαν εις όλας τας γραμμάς. Αι αρχαί έλαβον όλα τα αναγκαία μέτρα προς τήρησιν της τάξεως και η κυκλοφορία των συρμών εξακολουθεί κανονικώς εις τα περισσότερα δίκτυα της χώρας.: [326, 1375, 536, 1505]
- headline-tagiar: Ο ΤΑΓΙΑΡ ΜΕΤΑΒΑΛΛΕΤΑΙ ΕΙΣ ΔΙΠΛΩΜΑΤΗΝ: [1068, 980, 1391, 1017]
- article-paragraph: Η ημέρα της πρώτης Μαΐου διέρχεται εν απολύτω ησυχία. Αι συντεχνίαι των σιδηροδρομικών δεν ηδυνήθησαν να επιβάλουν την απεργίαν εις όλας τας γραμμάς. Αι αρχαί έλαβον όλα τα αναγκαία μέτρα προς τήρησιν της τάξεως και η κυκλοφορία των συρμών εξακολουθεί κανονικώς εις τα περισσότερα δίκτυα της χώρας.: [994, 386, 1226, 504]
- headline-south-russia: ΤΟ ΣΧΕΔΙΟΝ ΔΙΑ ΤΗΝ ΝΟΤΙΟΝ ΡΩΣΣΙΑΝ: [1014, 1424, 1445, 1443]
- subhead-stratodikeion: ΣΤΡΑΤΟΔΙΚΕΙΟΝ: [776, 2309, 955, 2328]
- article-paragraph: Η ημέρα της πρώτης Μαΐου διέρχεται εν απολύτω ησυχία. Αι συντεχνίαι των σιδηροδρομικών δεν ηδυνήθησαν να επιβάλουν την απεργίαν εις όλας τας γραμμάς. Αι αρχαί έλαβον όλα τα αναγκαία μέτρα προς τήρησιν της τάξεως και η κυκλοφορία των συρμών εξακολουθεί κανονικώς εις τα περισσότερα δίκτυα της χώρας.: [994, 1350, 1465, 1415]
- article-paragraph: Η ημέρα της πρώτης Μαΐου διέρχεται εν απολύτω ησυχία. Αι συντεχνίαι των σιδηροδρομικών δεν ηδυνήθησαν να επιβάλουν την απεργίαν εις όλας τας γραμμάς. Αι αρχαί έλαβον όλα τα αναγκαία μέτρα προς τήρησιν της τάξεως και η κυκλοφορία των συρμών εξακολουθεί κανονικώς εις τα περισσότερα δίκτυα της χώρας.: [326, 2180, 536, 2311]
- ad-patho: ΠΑΘΟΛΟΓΙΚΗ ΚΛΙΝΙΚΗ: [65, 1448, 284, 1467]
- article-paragraph: Η ημέρα της πρώτης Μαΐου διέρχεται εν απολύτω ησυχία. Αι συντεχνίαι των σιδηροδρομικών δεν ηδυνήθησαν να επιβάλουν την απεργίαν εις όλας τας γραμμάς. Αι αρχαί έλαβον όλα τα αναγκαία μέτρα προς τήρησιν της τάξεως και η κυκλοφορία των συρμών εξακολουθεί κανονικώς εις τα περισσότερα δίκτυα της χώρας.: [1233, 267, 1465, 384]
- dateline-rome-right: ΡΩΜΗ, 20 Απριλίου.: [994, 1700, 1136, 1714]
- article-paragraph: Η ημέρα της πρώτης Μαΐου διέρχεται εν απολύτω ησυχία. Αι συντεχνίαι των σιδηροδρομικών δεν ηδυνήθησαν να επιβάλουν την απεργίαν εις όλας τας γραμμάς. Αι αρχαί έλαβον όλα τα αναγκαία μέτρα προς τήρησιν της τάξεως και η κυκλοφορία των συρμών εξακολουθεί κανονικώς εις τα περισσότερα δίκτυα της χώρας.: [994, 267, 1226, 384]
- headline-ganef: Ο ΓΚΑΝΕΦ ΕΥΧΕΤΑΙ ΕΙΡΗΝΙΚΗΝ ΑΝΑΘΕΩΡΗΣΙΝ: [1056, 1308, 1403, 1346]
- article-paragraph: Η ημέρα της πρώτης Μαΐου διέρχεται εν απολύτω ησυχία. Αι συντεχνίαι των σιδηροδρομικών δεν ηδυνήθησαν να επιβάλουν την απεργίαν εις όλας τας γραμμάς. Αι αρχαί έλαβον όλα τα αναγκαία μέτρα προς τήρησιν της τάξεως και η κυκλοφορία των συρμών εξακολουθεί κανονικώς εις τα περισσότερα δίκτυα της χώρας.: [760, 545, 971, 675]
- article-paragraph: Η ημέρα της πρώτης Μαΐου διέρχεται εν απολύτω ησυχία. Αι συντεχνίαι των σιδηροδρομικών δεν ηδυνήθησαν να επιβάλουν την απεργίαν εις όλας τας γραμμάς. Αι αρχαί έλαβον όλα τα αναγκαία μέτρα προς τήρησιν της τάξεως και η κυκλοφορία των συρμών εξακολουθεί κανονικώς εις τα περισσότερα δίκτυα της χώρας.: [994, 851, 1226, 969]
- headline-railway-movement: ΤΟ ΚΙΝΗΜΑ ΤΩΝ ΓΑΛΛΩΝ ΣΙΔΗΡΟΔΡΟΜΙΚΩΝ: [1090, 515, 1369, 552]
- article-paragraph: Η ημέρα της πρώτης Μαΐου διέρχεται εν απολύτω ησυχία. Αι συντεχνίαι των σιδηροδρομικών δεν ηδυνήθησαν να επιβάλουν την απεργίαν εις όλας τας γραμμάς. Αι αρχαί έλαβον όλα τα αναγκαία μέτρα προς τήρησιν της τάξεως και η κυκλοφορία των συρμών εξακολουθεί κανονικώς εις τα περισσότερα δίκτυα της χώρας.: [1233, 1702, 1465, 1820]
- ad-stomach-text: Η ημέρα της πρώτης Μαΐου διέρχεται εν απολύτω ησυχία. Αι συντεχνίαι των σιδηροδρομικών δεν ηδυνήθησαν να επιβάλουν την απεργίαν εις όλας τας γραμμάς. Αι αρχαί έλαβον όλα τα αναγκαία μέτρα προς τήρησιν της τάξεως και η κυκλοφορία των συρμών εξακολουθεί κανονικώς εις τα περισσότερα δίκτυα της χώρας.: [37, 1202, 312, 1307]
